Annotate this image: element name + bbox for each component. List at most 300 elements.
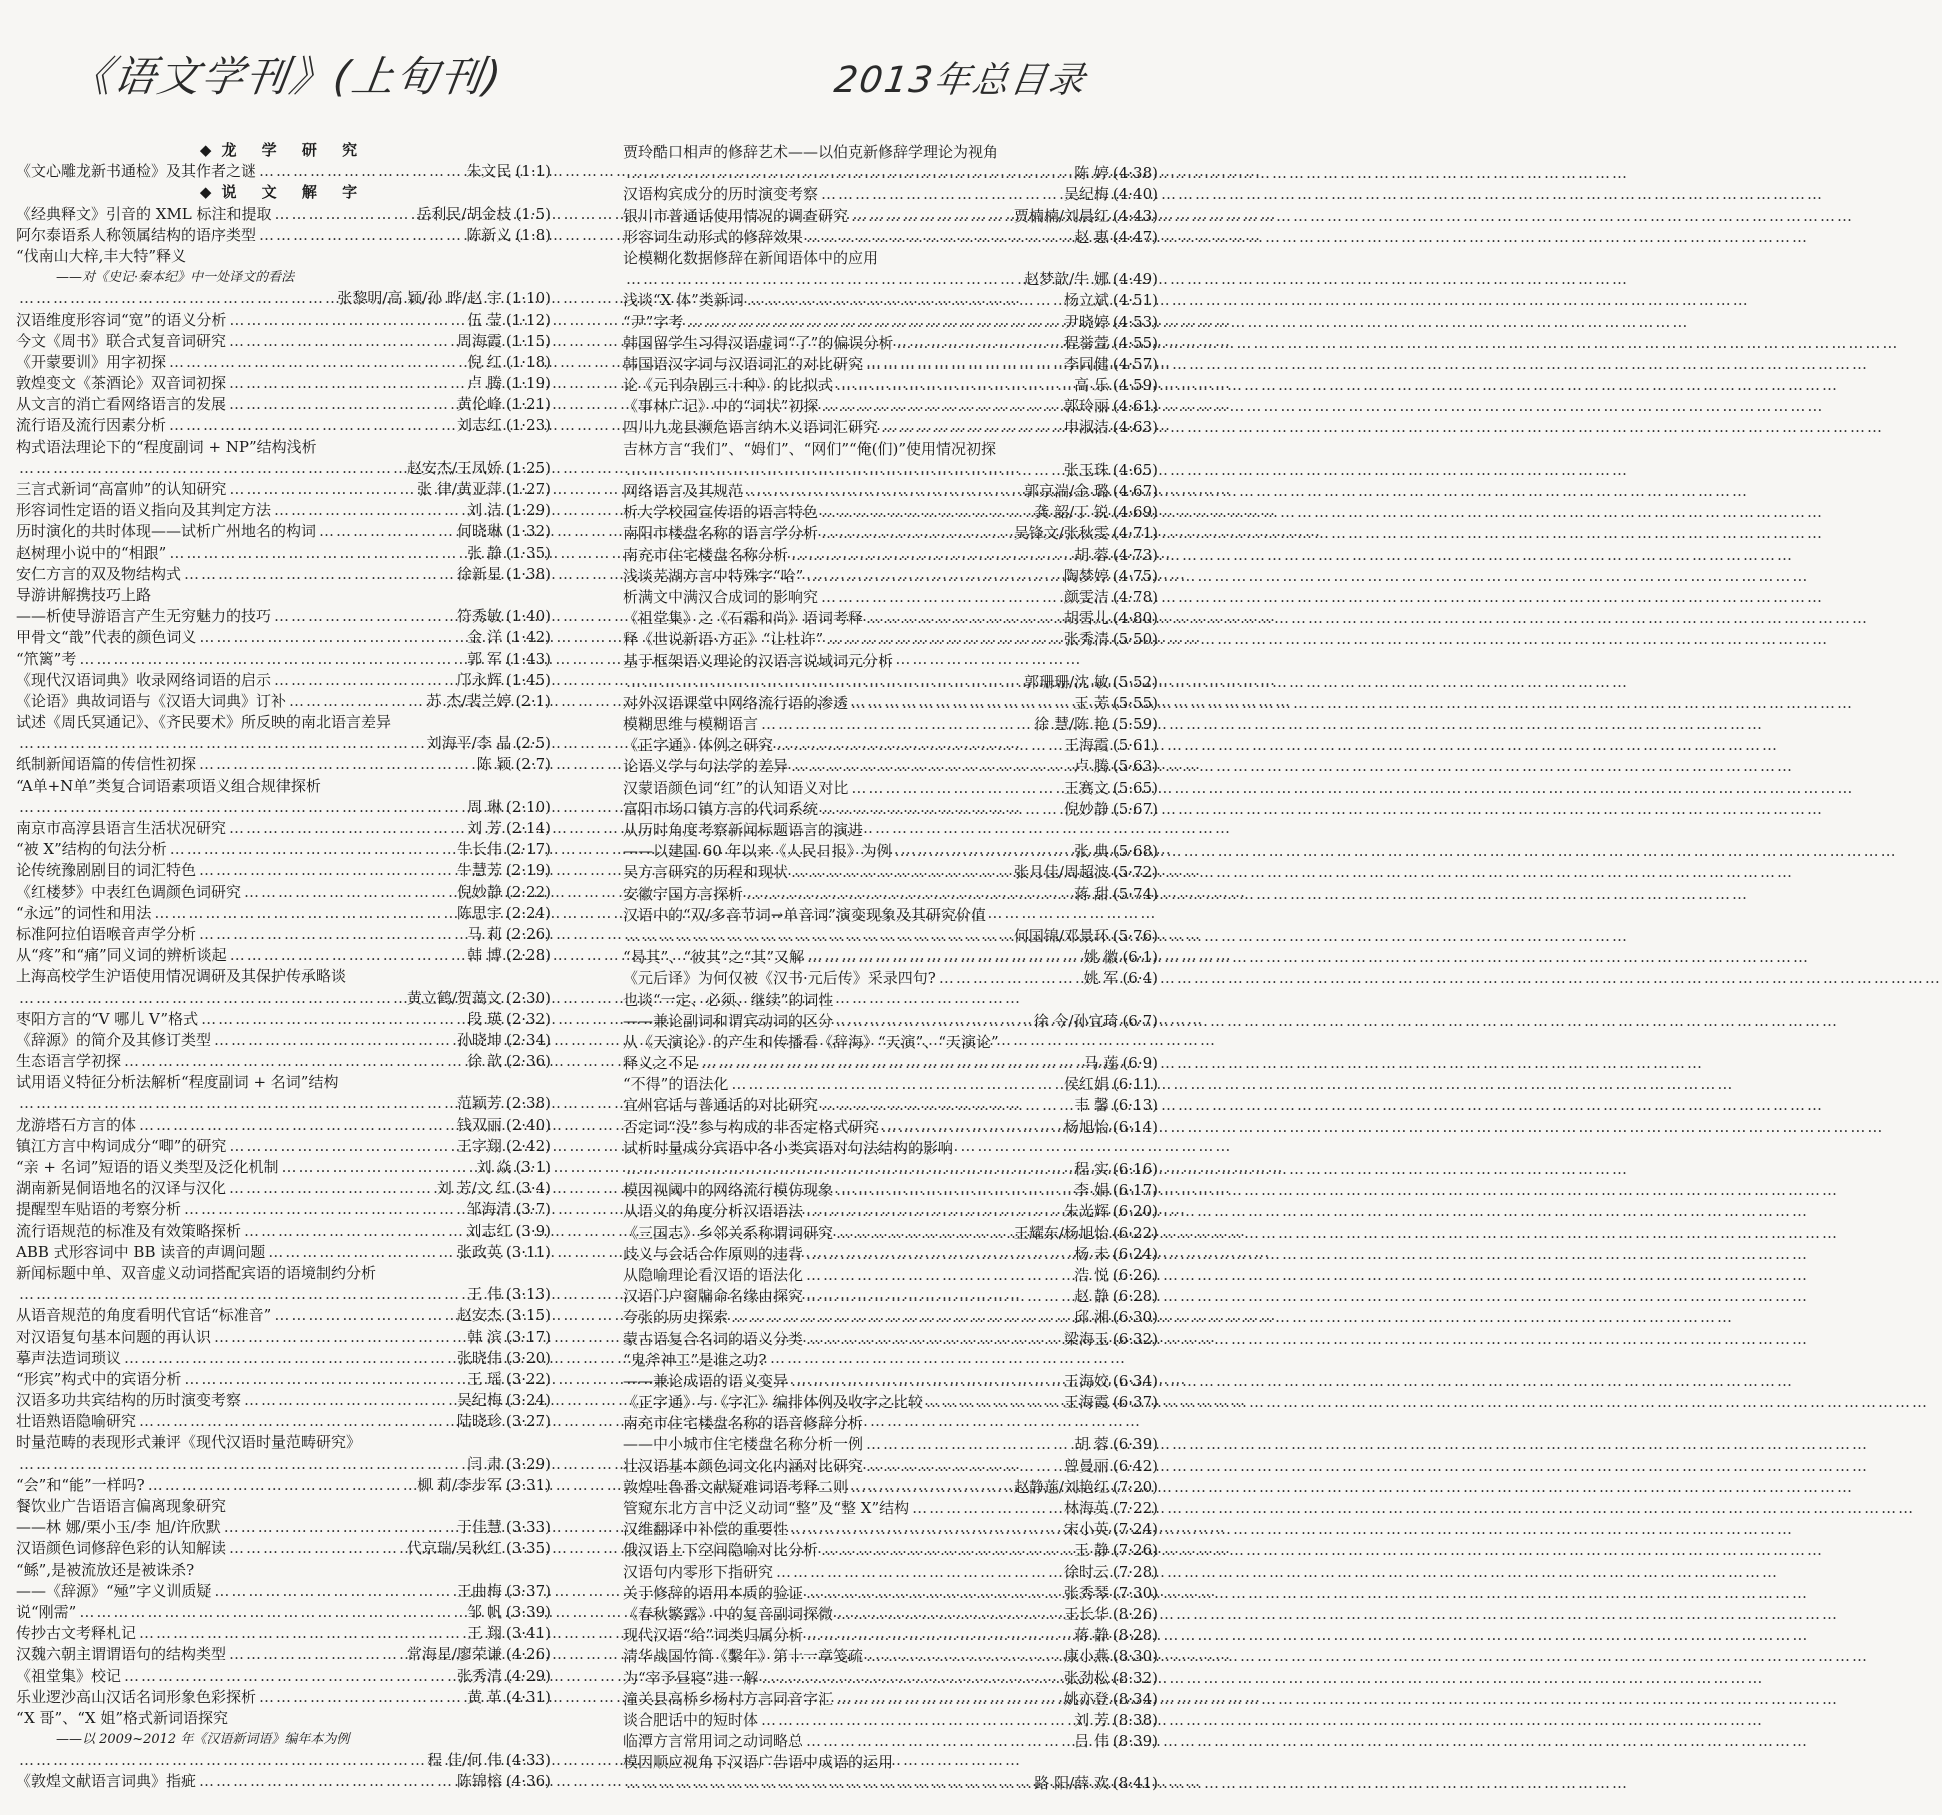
article-title: 谈合肥话中的短时体: [623, 1710, 759, 1729]
toc-entry: [16, 1369, 551, 1390]
dot-leader: [79, 649, 464, 670]
issue-page-ref: (6·28): [1112, 1287, 1158, 1306]
issue-page-ref: (3·20): [505, 1348, 551, 1367]
article-author: 张秀清: [456, 1666, 502, 1685]
toc-entry: [16, 1093, 551, 1114]
article-title: 富阳市场口镇方言的代词系统: [623, 799, 819, 818]
article-title: 流行语及流行因素分析: [16, 416, 167, 435]
article-author: 李同健: [1063, 354, 1109, 373]
article-author: 刘 洁: [467, 501, 502, 520]
article-title: 汉蒙语颜色词“红”的认知语义对比: [623, 778, 849, 797]
article-author: 赵 静: [1074, 1287, 1109, 1306]
article-title: 标准阿拉伯语喉音声学分析: [16, 924, 197, 943]
toc-entry: [16, 1475, 551, 1496]
dot-leader: [731, 1307, 1071, 1328]
toc-entry: [16, 818, 551, 839]
issue-page-ref: (7·26): [1112, 1541, 1158, 1560]
toc-entry: [16, 543, 551, 564]
toc-entry: [623, 1562, 1158, 1583]
toc-entry: [623, 1477, 1158, 1498]
dot-leader: [229, 394, 454, 415]
dot-leader: [19, 797, 464, 818]
article-title: 汉语构宾成分的历时演变考察: [623, 185, 819, 204]
issue-page-ref: (6·26): [1112, 1265, 1158, 1284]
article-author: 杨立斌: [1063, 291, 1109, 310]
article-title: ——《辞源》“殛”字义训质疑: [16, 1581, 212, 1600]
toc-entry: [16, 1199, 551, 1220]
article-author: 邹海清: [466, 1200, 512, 1219]
dot-leader: [836, 1180, 1071, 1201]
article-title: 析大学校园宣传语的语言特色: [623, 503, 819, 522]
issue-page-ref: (4·55): [1112, 333, 1158, 352]
article-title: 释义之不足: [623, 1054, 699, 1073]
article-title: 传抄古文考释札记: [16, 1624, 137, 1643]
dot-leader: [806, 1583, 1061, 1604]
article-author: 何国锦/邓景环: [1013, 926, 1109, 945]
article-author: 倪 红: [467, 352, 502, 371]
dot-leader: [807, 947, 1081, 968]
article-author: 张晓伟: [456, 1348, 502, 1367]
dot-leader: [851, 1477, 1011, 1498]
toc-entry: [623, 1159, 1158, 1180]
article-title: 今文《周书》联合式复音词研究: [16, 331, 227, 350]
dot-leader: [701, 1053, 1081, 1074]
toc-entry: [623, 333, 1158, 354]
article-title: 安徽宁国方言探析: [623, 884, 744, 903]
issue-page-ref: (8·28): [1112, 1626, 1158, 1645]
article-title: “笊篱”考: [16, 649, 77, 668]
dot-leader: [169, 543, 464, 564]
issue-page-ref: (2·38): [505, 1094, 551, 1113]
article-author: 王海姣: [1063, 1371, 1109, 1390]
article-title: 壮语熟语隐喻研究: [16, 1412, 137, 1431]
dot-leader: [229, 1136, 454, 1157]
article-author: 颜雯洁: [1063, 587, 1109, 606]
toc-entry: [16, 1771, 551, 1792]
toc-entry: [623, 756, 1158, 777]
dot-leader: [19, 1093, 454, 1114]
dot-leader: [169, 415, 454, 436]
issue-page-ref: (1·32): [505, 522, 551, 541]
article-title: 蒙古语复合名词的语义分类: [623, 1329, 804, 1348]
issue-page-ref: (6·4): [1122, 969, 1158, 988]
article-title: 《正字通》与《字汇》编排体例及收字之比较: [623, 1393, 924, 1412]
article-author: 闫 肃: [467, 1454, 502, 1473]
dot-leader: [626, 163, 1071, 184]
issue-page-ref: (1·42): [505, 628, 551, 647]
article-title: 阿尔泰语系人称领属结构的语序类型: [16, 225, 257, 244]
dot-leader: [199, 924, 464, 945]
issue-page-ref: (3·27): [505, 1412, 551, 1431]
issue-page-ref: (6·13): [1112, 1096, 1158, 1115]
dot-leader: [199, 627, 464, 648]
article-title: 《论语》典故词语与《汉语大词典》订补: [16, 691, 287, 710]
dot-leader: [821, 1540, 1071, 1561]
article-author: 王 伟: [467, 1285, 502, 1304]
article-title: ——林 娜/栗小玉/李 旭/许欣默: [16, 1518, 221, 1537]
issue-page-ref: (4·80): [1112, 609, 1158, 628]
article-author: 徐 歆: [467, 1052, 502, 1071]
dot-leader: [626, 269, 1021, 290]
issue-page-ref: (4·78): [1112, 587, 1158, 606]
issue-page-ref: (4·67): [1112, 482, 1158, 500]
article-author: 卢 腾: [467, 374, 502, 393]
toc-entry: [16, 225, 551, 246]
dot-leader: [274, 1305, 454, 1326]
issue-page-ref: (3·31): [505, 1475, 551, 1494]
toc-entry: [16, 288, 551, 309]
article-author: 张秀琴: [1063, 1583, 1109, 1602]
toc-entry: [16, 1242, 551, 1263]
article-author: 刘志红: [456, 416, 502, 435]
article-title: 镇江方言中构词成分“唧”的研究: [16, 1136, 227, 1155]
issue-page-ref: (6·9): [1122, 1054, 1158, 1073]
issue-page-ref: (6·34): [1112, 1371, 1158, 1390]
toc-entry: [623, 375, 1158, 396]
dot-leader: [274, 606, 454, 627]
issue-page-ref: (4·69): [1112, 503, 1158, 522]
dot-leader: [229, 1644, 404, 1665]
toc-entry: [16, 1115, 551, 1136]
article-title: 韩国留学生习得汉语虚词“了”的偏误分析: [623, 333, 894, 352]
dot-leader: [791, 545, 1071, 566]
article-title: 湖南新晃侗语地名的汉译与汉化: [16, 1179, 227, 1198]
toc-entry: [16, 1390, 551, 1411]
handwritten-year-index: 2013年总目录: [831, 60, 1090, 101]
issue-page-ref: (3·22): [505, 1369, 551, 1388]
toc-entry: [623, 1668, 1158, 1689]
article-author: 王 静: [1074, 1541, 1109, 1560]
dot-leader: [19, 288, 334, 309]
article-title: 韩国语汉字词与汉语词汇的对比研究: [623, 354, 864, 373]
article-author: 程 实: [1074, 1160, 1109, 1178]
issue-page-ref: (3·33): [505, 1518, 551, 1537]
article-author: 郭京湍/金 璐: [1024, 482, 1109, 500]
issue-page-ref: (3·9): [515, 1221, 551, 1240]
toc-entry: [16, 1009, 551, 1030]
toc-entry: [16, 1687, 551, 1708]
dot-leader: [229, 310, 464, 331]
article-title: 《元后译》为何仅被《汉书·元后传》采录四句?: [623, 969, 936, 988]
dot-leader: [259, 1687, 464, 1708]
dot-leader: [626, 1773, 1031, 1794]
article-title: 析满文中满汉合成词的影响究: [623, 587, 819, 606]
article-author: 蒋 静: [1074, 1626, 1109, 1645]
dot-leader: [626, 1159, 1071, 1180]
toc-entry: [623, 587, 1158, 608]
toc-entry: [623, 312, 1158, 333]
dot-leader: [836, 375, 1071, 396]
dot-leader: [821, 184, 1061, 205]
issue-page-ref: (4·51): [1112, 291, 1158, 310]
dot-leader: [19, 1454, 464, 1475]
article-title: 《开蒙要训》用字初探: [16, 352, 167, 371]
article-author: 刘 芳: [1074, 1710, 1109, 1729]
toc-column-right: [623, 142, 1158, 1795]
dot-leader: [289, 691, 424, 712]
article-title: 从隐喻理论看汉语的语法化: [623, 1265, 804, 1284]
issue-page-ref: (6·39): [1112, 1435, 1158, 1454]
dot-leader: [199, 754, 474, 775]
toc-entry: [623, 502, 1158, 523]
article-author: 姚 徽: [1083, 948, 1119, 967]
dot-leader: [214, 1030, 454, 1051]
article-title: 纸制新闻语篇的传信性初探: [16, 755, 197, 774]
article-title: 从“疼”和“痛”同义词的辨析谈起: [16, 946, 227, 965]
dot-leader: [244, 1221, 463, 1242]
article-title-line: “X 哥”、“X 姐”格式新词语探究: [16, 1708, 228, 1727]
toc-entry: [16, 373, 551, 394]
article-author: 邝永辉: [456, 670, 502, 689]
article-author: 常海星/廖荣谦: [406, 1645, 502, 1664]
article-title: 龙游塔石方言的体: [16, 1115, 137, 1134]
toc-entry: [623, 545, 1158, 566]
issue-page-ref: (1·19): [505, 374, 551, 393]
toc-entry: [16, 670, 551, 691]
article-author: 杨旭怡: [1063, 1117, 1109, 1136]
article-author: 张黎明/高 颖/孙 晔/赵 宇: [337, 289, 502, 308]
issue-page-ref: (2·1): [515, 691, 551, 710]
article-title: 敦煌吐鲁番文献疑难词语考释二则: [623, 1477, 849, 1496]
article-title: 汉语多功共宾结构的历时演变考察: [16, 1391, 242, 1410]
article-author: 刘志红: [466, 1221, 512, 1240]
toc-entry: [623, 1710, 1158, 1731]
toc-entry: [623, 693, 1158, 714]
dot-leader: [19, 1284, 464, 1305]
dot-leader: [791, 1371, 1061, 1392]
article-title: “亲 + 名词”短语的语义类型及泛化机制: [16, 1158, 279, 1176]
article-author: 陆晓珍: [456, 1412, 502, 1431]
article-author: 姚 军: [1083, 969, 1119, 988]
article-title-line: “鲧”,是被流放还是被诛杀?: [16, 1560, 195, 1579]
toc-entry: [623, 884, 1158, 905]
toc-entry: [623, 566, 1158, 587]
article-author: 陶梦婷: [1063, 566, 1109, 585]
issue-page-ref: (6·20): [1112, 1202, 1158, 1221]
article-title: 浅谈“X 体”类新词: [623, 291, 744, 310]
dot-leader: [139, 1411, 454, 1432]
toc-entry: [16, 797, 551, 818]
issue-page-ref: (8·41): [1112, 1774, 1158, 1793]
issue-page-ref: (5·67): [1112, 799, 1158, 818]
article-title: “形宾”构式中的宾语分析: [16, 1369, 182, 1388]
issue-page-ref: (6·17): [1112, 1181, 1158, 1200]
toc-entry: [623, 947, 1158, 968]
toc-entry: [16, 458, 551, 479]
article-title-line: 南充市住宅楼盘名称的语音修辞分析: [623, 1414, 864, 1433]
dot-leader: [761, 714, 1031, 735]
article-title-line: 论模糊化数据修辞在新闻语体中的应用: [623, 248, 879, 267]
article-author: 张政英: [456, 1242, 502, 1261]
issue-page-ref: (6·42): [1112, 1456, 1158, 1475]
dot-leader: [826, 629, 1061, 650]
dot-leader: [791, 756, 1071, 777]
article-author: 刘 芳/文 红: [436, 1179, 512, 1198]
issue-page-ref: (8·26): [1112, 1604, 1158, 1623]
dot-leader: [806, 1329, 1061, 1350]
dot-leader: [895, 841, 1071, 862]
article-author: 段 瑛: [467, 1009, 502, 1028]
dot-leader: [806, 1244, 1071, 1265]
article-author: 黄 革: [467, 1687, 502, 1706]
issue-page-ref: (6·16): [1112, 1160, 1158, 1178]
toc-entry: [16, 754, 551, 775]
article-author: 牛慧芳: [456, 861, 502, 880]
dot-leader: [275, 204, 414, 225]
toc-entry: [16, 627, 551, 648]
dot-leader: [19, 733, 424, 754]
dot-leader: [836, 1223, 1011, 1244]
dot-leader: [214, 1581, 454, 1602]
toc-entry: [16, 903, 551, 924]
issue-page-ref: (8·32): [1112, 1668, 1158, 1687]
article-author: 胡 蓉: [1074, 1435, 1109, 1454]
toc-column-left: [16, 140, 551, 1793]
issue-page-ref: (2·7): [515, 755, 551, 774]
article-title-line: 模因顺应视角下汉语广告语中成语的运用: [623, 1753, 894, 1772]
issue-page-ref: (5·52): [1112, 672, 1158, 691]
article-author: 徐新星: [456, 564, 502, 583]
article-title: 汉语门户窗牖命名缘由探究: [623, 1287, 804, 1306]
article-author: 陈锦榕: [456, 1772, 502, 1791]
article-author: 伍 莹: [467, 310, 502, 329]
toc-entry: [623, 629, 1158, 650]
dot-leader: [201, 1009, 464, 1030]
article-author: 周 琳: [467, 797, 502, 816]
article-author: 陈 颖: [476, 755, 512, 774]
dot-leader: [124, 1666, 454, 1687]
article-author: 朱文民: [466, 162, 512, 181]
article-author: 王海霞: [1063, 736, 1109, 755]
toc-entry: [16, 1538, 551, 1559]
dot-leader: [836, 1689, 1061, 1710]
article-author: 金 洋: [467, 628, 502, 647]
issue-page-ref: (5·63): [1112, 757, 1158, 776]
dot-leader: [746, 481, 1021, 502]
article-author: 岳利民/胡金枝: [416, 204, 512, 223]
toc-entry: [16, 1221, 551, 1242]
article-author: 何晓琳: [456, 522, 502, 541]
issue-page-ref: (1·29): [505, 501, 551, 520]
toc-entry: [16, 1305, 551, 1326]
toc-entry: [16, 1284, 551, 1305]
toc-entry: [623, 1540, 1158, 1561]
article-title-line: 上海高校学生沪语使用情况调研及其保护传承略谈: [16, 967, 347, 986]
article-title-line: 构式语法理论下的“程度副词 + NP”结构浅析: [16, 437, 317, 456]
issue-page-ref: (6·7): [1122, 1011, 1158, 1030]
dot-leader: [836, 1604, 1061, 1625]
article-author: 张 律/黄亚萍: [417, 480, 502, 498]
issue-page-ref: (1·8): [515, 225, 551, 244]
article-title: 释《世说新语·方正》“让杜许”: [623, 630, 824, 649]
article-author: 韦 馨: [1074, 1096, 1109, 1115]
article-title-line: 从《天演论》的产生和传播看《辞海》“天演”、“天演论”: [623, 1032, 999, 1051]
article-author: 赵安杰: [456, 1306, 502, 1325]
issue-page-ref: (3·37): [505, 1581, 551, 1600]
article-author: 程誉萱: [1063, 333, 1109, 352]
article-title: 汉魏六朝主谓谓语句的结构类型: [16, 1645, 227, 1664]
dot-leader: [686, 312, 1061, 333]
toc-entry: [16, 860, 551, 881]
toc-entry: [16, 1623, 551, 1644]
issue-page-ref: (2·22): [505, 882, 551, 901]
article-author: 李 娟: [1074, 1181, 1109, 1200]
issue-page-ref: (3·39): [505, 1602, 551, 1621]
issue-page-ref: (4·47): [1112, 227, 1158, 246]
article-author: 吴纪梅: [1063, 185, 1109, 204]
issue-page-ref: (6·32): [1112, 1329, 1158, 1348]
article-author: 刘 芳: [467, 819, 502, 837]
toc-entry: [16, 1517, 551, 1538]
article-author: 张 静: [467, 543, 502, 562]
dot-leader: [184, 1369, 464, 1390]
dot-leader: [821, 799, 1061, 820]
article-author: 孙晓坤: [456, 1030, 502, 1049]
toc-entry: [16, 1030, 551, 1051]
diamond-bullet-icon: ◆: [199, 183, 212, 202]
article-title: “永远”的词性和用法: [16, 903, 152, 922]
article-author: 柳 莉/李步军: [417, 1475, 502, 1494]
article-title: 汉语维度形容词“宽”的语义分析: [16, 310, 227, 329]
issue-page-ref: (4·59): [1112, 376, 1158, 395]
dot-leader: [626, 460, 1061, 481]
article-title: 潼关县高桥乡杨村方言同音字汇: [623, 1689, 834, 1708]
dot-leader: [806, 1265, 1071, 1286]
dot-leader: [866, 1434, 1071, 1455]
article-title: 银川市普通话使用情况的调查研究: [623, 206, 849, 225]
article-title: 说“刚需”: [16, 1602, 77, 1621]
toc-entry: [623, 714, 1158, 735]
article-author: 倪妙静: [456, 882, 502, 901]
article-author: 徐 慧/陈 艳: [1034, 715, 1109, 734]
toc-entry: [16, 1411, 551, 1432]
toc-entry: [16, 1136, 551, 1157]
dot-leader: [169, 352, 464, 373]
article-title: “尹”字考: [623, 312, 684, 331]
toc-entry: [623, 460, 1158, 481]
issue-page-ref: (5·55): [1112, 693, 1158, 712]
article-title: 《祖堂集》校记: [16, 1666, 122, 1685]
article-title: “曷其”、“彼其”之“其”又解: [623, 948, 805, 967]
toc-entry: [16, 1454, 551, 1475]
toc-entry: [623, 799, 1158, 820]
issue-page-ref: (4·31): [505, 1687, 551, 1706]
issue-page-ref: (6·1): [1122, 948, 1158, 967]
issue-page-ref: (1·5): [515, 204, 551, 223]
dot-leader: [19, 988, 404, 1009]
dot-leader: [199, 860, 454, 881]
dot-leader: [259, 161, 463, 182]
article-author: 宋小英: [1063, 1520, 1109, 1539]
issue-page-ref: (1·23): [505, 416, 551, 435]
article-author: 张 典: [1074, 842, 1109, 861]
dot-leader: [154, 903, 454, 924]
issue-page-ref: (4·75): [1112, 566, 1158, 585]
toc-entry: [623, 1773, 1158, 1794]
article-title: 赵树理小说中的“相跟”: [16, 543, 167, 562]
toc-entry: [623, 354, 1158, 375]
toc-entry: [623, 735, 1158, 756]
toc-entry: [623, 862, 1158, 883]
article-title: 《辞源》的简介及其修订类型: [16, 1030, 212, 1049]
issue-page-ref: (4·61): [1112, 397, 1158, 416]
article-title: 清华战国竹简《繫年》第十一章笺疏: [623, 1647, 864, 1666]
toc-entry: [16, 1178, 551, 1199]
article-title: 浅谈芜湖方言中特殊字“哈”: [623, 566, 804, 585]
article-author: 郭珊珊/沈 敏: [1024, 672, 1109, 691]
toc-entry: [16, 564, 551, 585]
toc-entry: [16, 733, 551, 754]
